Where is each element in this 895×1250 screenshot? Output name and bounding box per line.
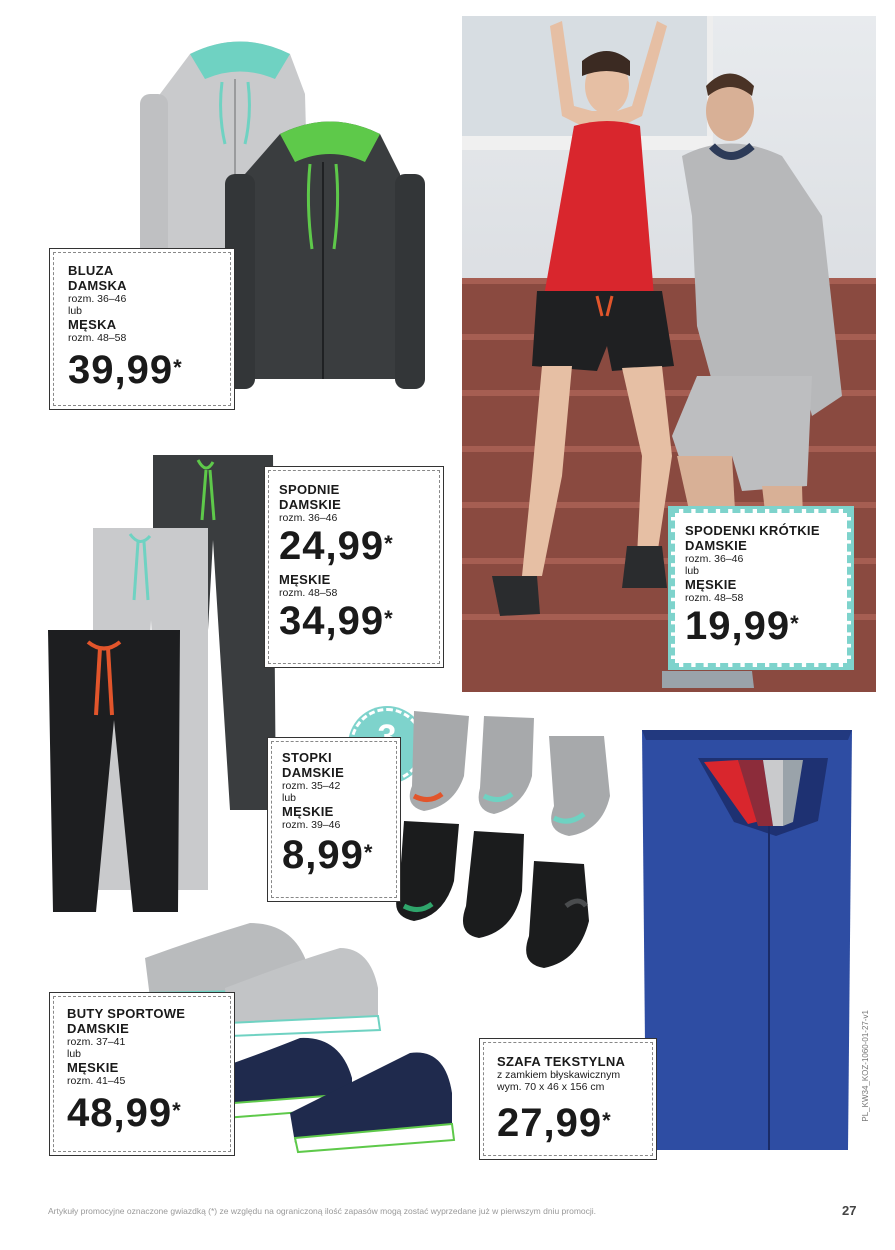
shoes-price: 48,99* — [67, 1091, 182, 1135]
wardrobe-desc-1: z zamkiem błyskawicznym — [497, 1069, 621, 1081]
pants-title-1: SPODNIE — [279, 482, 340, 497]
wardrobe-image — [638, 726, 856, 1154]
hoodie-size-men: rozm. 48–58 — [68, 332, 127, 344]
socks-price: 8,99* — [282, 833, 374, 877]
socks-title-men: MĘSKIE — [282, 804, 334, 819]
shoes-size-women: rozm. 37–41 — [67, 1036, 126, 1048]
shoes-title-2: DAMSKIE — [67, 1021, 130, 1036]
hoodie-size-women: rozm. 36–46 — [68, 293, 127, 305]
hoodie-offer-card — [49, 248, 235, 410]
shorts-size-men: rozm. 48–58 — [685, 592, 744, 604]
socks-title-1: STOPKI — [282, 750, 332, 765]
socks-offer-card — [267, 737, 401, 902]
pants-title-men: MĘSKIE — [279, 572, 331, 587]
page-number: 27 — [842, 1203, 857, 1218]
socks-size-women: rozm. 35–42 — [282, 780, 341, 792]
shoes-title-men: MĘSKIE — [67, 1060, 119, 1075]
hoodie-price: 39,99* — [68, 348, 183, 392]
shorts-title-men: MĘSKIE — [685, 577, 737, 592]
shoes-title-1: BUTY SPORTOWE — [67, 1006, 186, 1021]
hoodie-title-men: MĘSKA — [68, 317, 117, 332]
footer-note: Artykuły promocyjne oznaczone gwiazdką (*) ze względu na ograniczoną ilość zapasów mogą zostać wyprzedane już w pierwszym dniu promocji. — [48, 1206, 597, 1216]
shoes-or: lub — [67, 1048, 82, 1060]
wardrobe-price: 27,99* — [497, 1101, 612, 1145]
pants-image — [48, 450, 280, 918]
socks-or: lub — [282, 792, 297, 804]
shorts-size-women: rozm. 36–46 — [685, 553, 744, 565]
shorts-price: 19,99* — [685, 604, 800, 648]
pants-title-2: DAMSKIE — [279, 497, 342, 512]
pants-price-men: 34,99* — [279, 599, 394, 643]
shoes-size-men: rozm. 41–45 — [67, 1075, 126, 1087]
wardrobe-title: SZAFA TEKSTYLNA — [497, 1054, 626, 1069]
socks-size-men: rozm. 39–46 — [282, 819, 341, 831]
hoodie-title-2: DAMSKA — [68, 278, 127, 293]
shorts-title-2: DAMSKIE — [685, 538, 748, 553]
pants-price-women: 24,99* — [279, 524, 394, 568]
wardrobe-offer-card — [479, 1038, 657, 1160]
pants-size-men: rozm. 48–58 — [279, 587, 338, 599]
wardrobe-desc-2: wym. 70 x 46 x 156 cm — [497, 1081, 605, 1093]
shorts-title-1: SPODENKI KRÓTKIE — [685, 523, 820, 538]
pants-offer-card — [264, 466, 444, 668]
pants-size-women: rozm. 36–46 — [279, 512, 338, 524]
shoes-offer-card — [49, 992, 235, 1156]
side-code: PL_KW34_KOZ-1060-01-27-v1 — [861, 1010, 870, 1122]
socks-title-2: DAMSKIE — [282, 765, 345, 780]
shorts-offer-card — [671, 509, 851, 667]
shorts-or: lub — [685, 565, 700, 577]
hoodie-title-1: BLUZA — [68, 263, 114, 278]
hoodie-or: lub — [68, 305, 83, 317]
